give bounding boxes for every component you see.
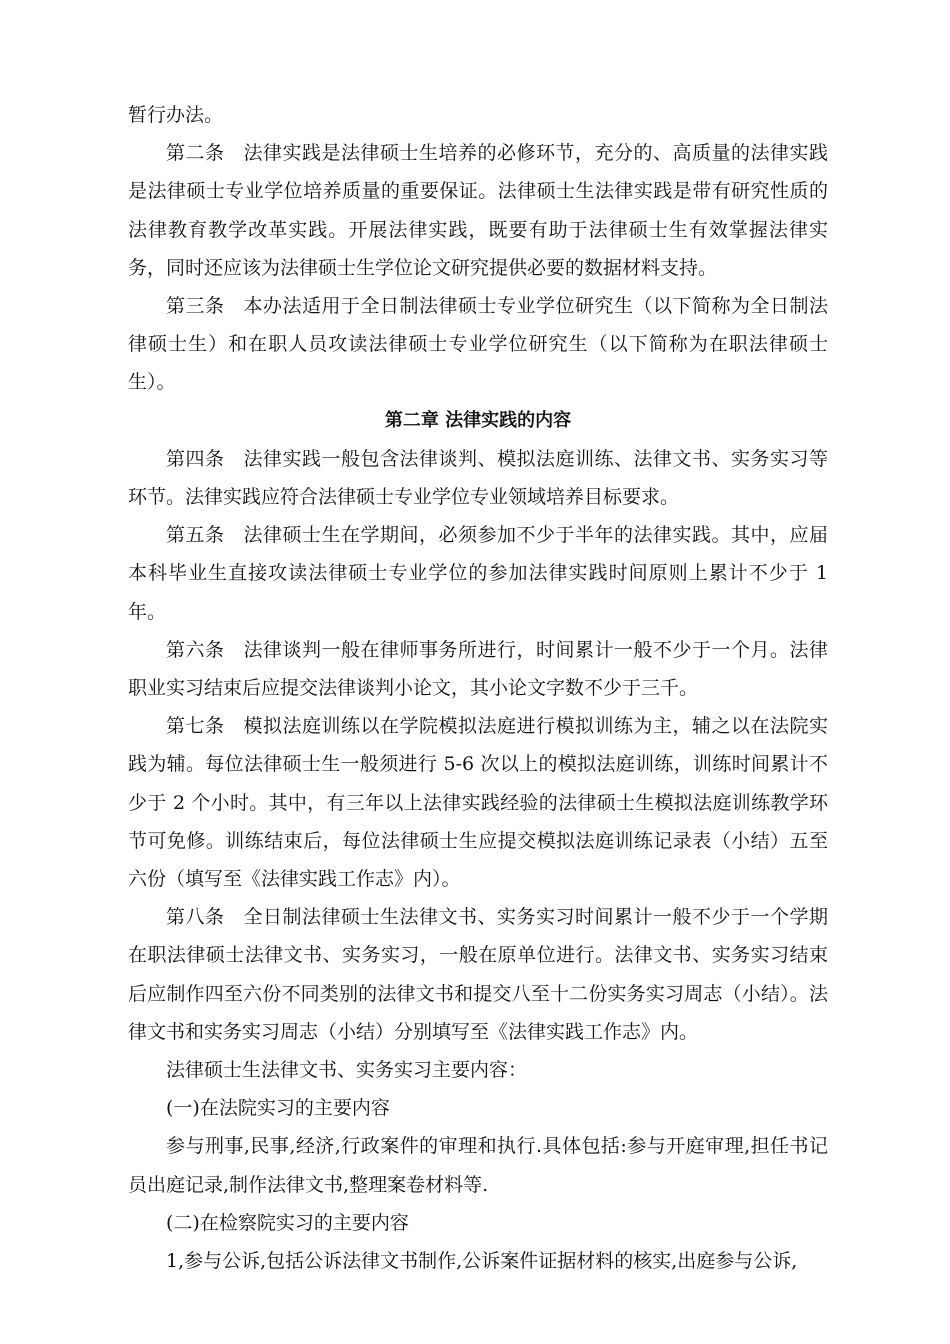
article-6 xyxy=(128,631,828,707)
article-3 xyxy=(128,287,828,402)
article-7-number: 第七条 xyxy=(166,715,225,738)
article-6-number: 第六条 xyxy=(166,638,225,661)
main-content-intro: 法律硕士生法律文书、实务实习主要内容： xyxy=(166,1059,528,1082)
article-2 xyxy=(128,134,828,287)
article-8-number: 第八条 xyxy=(166,906,225,929)
procuratorate-item-1: 1,参与公诉,包括公诉法律文书制作,公诉案件证据材料的核实,出庭参与公诉, xyxy=(166,1250,798,1273)
article-5-number: 第五条 xyxy=(166,524,225,547)
court-heading: (一)在法院实习的主要内容 xyxy=(166,1097,390,1120)
article-5-text: 法律硕士生在学期间，必须参加不少于半年的法律实践。其中，应届本科毕业生直接攻读法律硕士专业学位的参加法律实践时间原则上累计不少于 1 年。 xyxy=(128,524,828,623)
article-4 xyxy=(128,440,828,516)
article-4-text: 法律实践一般包含法律谈判、模拟法庭训练、法律文书、实务实习等环节。法律实践应符合法律硕士专业学位专业领域培养目标要求。 xyxy=(128,447,828,509)
article-8 xyxy=(128,898,828,1051)
article-8-text: 全日制法律硕士生法律文书、实务实习时间累计一般不少于一个学期在职法律硕士法律文书、实务实习，一般在原单位进行。法律文书、实务实习结束后应制作四至六份不同类别的法律文书和提交八至十二份实务实习周志（小结）。法律文书和实务实习周志（小结）分别填写至《法律实践工作志》内。 xyxy=(128,906,828,1043)
chapter-2-heading: 第二章 法律实践的内容 xyxy=(384,409,572,431)
article-3-text: 本办法适用于全日制法律硕士专业学位研究生（以下简称为全日制法律硕士生）和在职人员攻读法律硕士专业学位研究生（以下简称为在职法律硕士生）。 xyxy=(128,295,828,394)
court-text: 参与刑事,民事,经济,行政案件的审理和执行.具体包括:参与开庭审理,担任书记员出庭记录,制作法律文书,整理案卷材料等. xyxy=(128,1135,828,1196)
article-3-number: 第三条 xyxy=(166,295,225,318)
article-2-text: 法律实践是法律硕士生培养的必修环节，充分的、高质量的法律实践是法律硕士专业学位培养质量的重要保证。法律硕士生法律实践是带有研究性质的法律教育教学改革实践。开展法律实践，既要有助于法律硕士生有效掌握法律实务，同时还应该为法律硕士生学位论文研究提供必要的数据材料支持。 xyxy=(128,142,828,279)
article-7 xyxy=(128,707,828,898)
article-4-number: 第四条 xyxy=(166,447,225,470)
procuratorate-heading: (二)在检察院实习的主要内容 xyxy=(166,1211,409,1234)
article-6-text: 法律谈判一般在律师事务所进行，时间累计一般不少于一个月。法律职业实习结束后应提交法律谈判小论文，其小论文字数不少于三千。 xyxy=(128,638,828,700)
article-5 xyxy=(128,516,828,631)
intro-tail: 暂行办法。 xyxy=(128,104,224,126)
article-2-number: 第二条 xyxy=(166,142,225,165)
article-7-text: 模拟法庭训练以在学院模拟法庭进行模拟训练为主，辅之以在法院实践为辅。每位法律硕士生一般须进行 5-6 次以上的模拟法庭训练，训练时间累计不少于 2 个小时。其中，有三年以上法律实践经验的法律硕士生模拟法庭训练教学环节可免修。训练结束后，每位法律硕士生应提交模拟法庭训练记录表（小结）五至六份（填写至《法律实践工作志》内）。 xyxy=(128,715,828,891)
document-body xyxy=(128,96,828,1280)
